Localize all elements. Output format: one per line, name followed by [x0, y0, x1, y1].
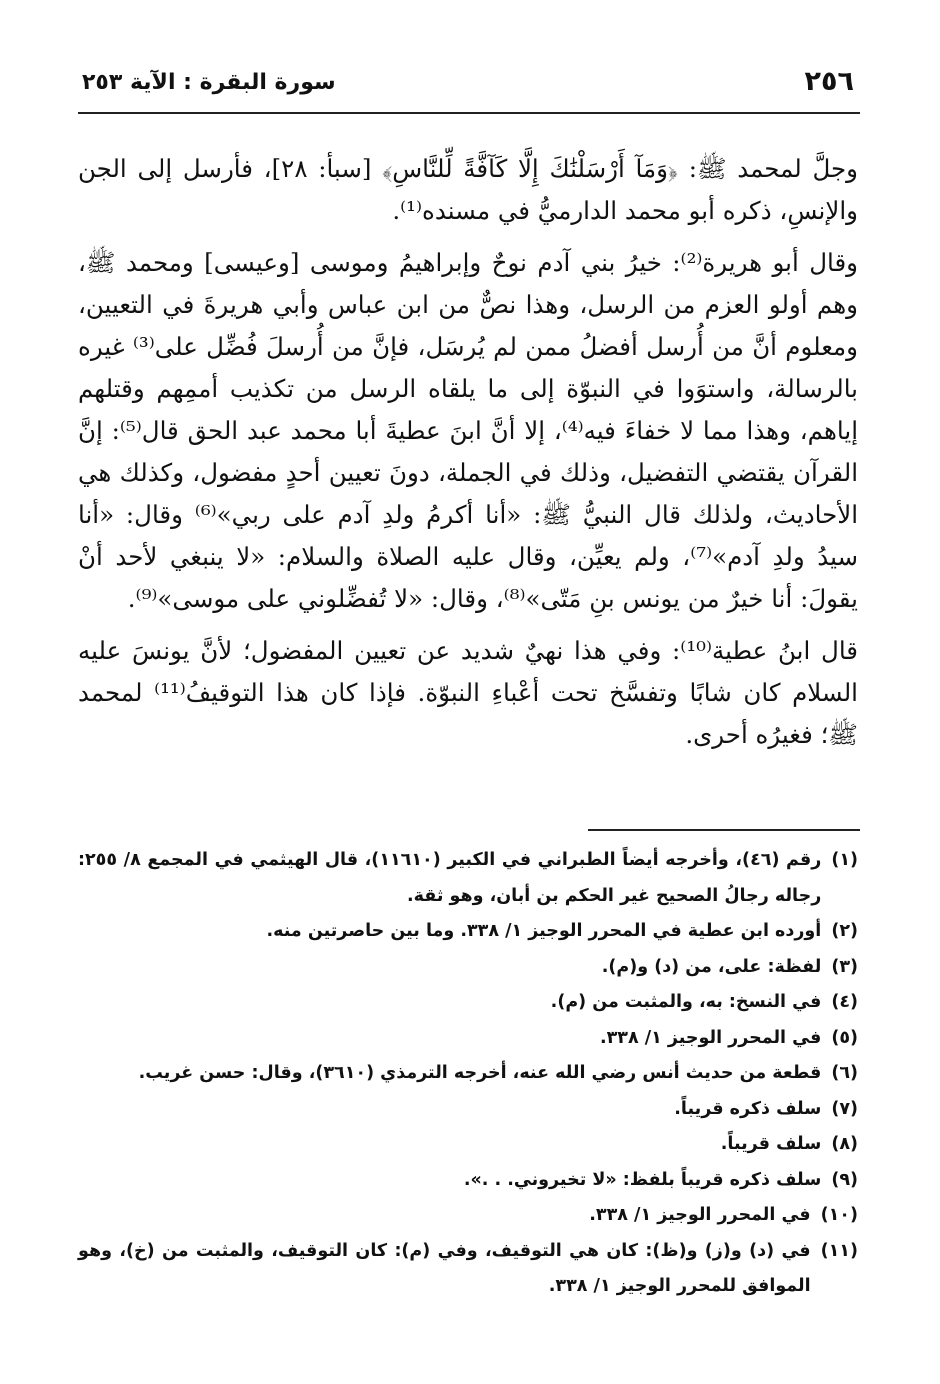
- footnote-4: [78, 985, 858, 1021]
- footnote-9: [78, 1163, 858, 1199]
- footnote-text: سلف ذكره قريباً بلفظ: «لا تخيروني. . .».: [463, 1169, 822, 1190]
- running-title: سورة البقرة : الآية ٢٥٣: [82, 70, 336, 95]
- footnote-number: (٧): [831, 1098, 858, 1119]
- footnote-separator: [588, 829, 860, 831]
- footnote-number: (٦): [831, 1063, 858, 1083]
- footnote-text: أورده ابن عطية في المحرر الوجيز ١/ ٣٣٨. وما بين حاصرتين منه.: [266, 921, 822, 941]
- footnote-number: (٤): [831, 992, 858, 1012]
- footnote-8: [78, 1127, 858, 1163]
- footnote-text: سلف قريباً.: [720, 1134, 822, 1154]
- footnote-text: في النسخ: به، والمثبت من (م).: [550, 992, 822, 1012]
- page-number: ٢٥٦: [804, 66, 854, 97]
- paragraph-3: قال ابنُ عطية⁽¹⁰⁾: وفي هذا نهيٌ شديد عن تعيين المفضول؛ لأنَّ يونسَ عليه السلام كان شابًا وتفسَّخ تحت أعْباءِ النبوّة. فإذا كان هذا التوقيفُ⁽¹¹⁾ لمحمد ﷺ؛ فغيرُه أحرى.: [78, 636, 858, 749]
- footnote-number: (٥): [831, 1027, 858, 1048]
- footnote-number: (١٠): [820, 1205, 858, 1225]
- footnote-3: [78, 950, 858, 986]
- paragraph-1: وجلَّ لمحمد ﷺ: ﴿وَمَآ أَرْسَلْنَٰكَ إِلَّا كَآفَّةً لِّلنَّاسِ﴾ [سبأ: ٢٨]، فأرسل إلى الجن والإنسِ، ذكره أبو محمد الدارميُّ في مسنده⁽¹⁾.: [78, 154, 858, 225]
- footnote-number: (٢): [831, 921, 858, 941]
- footnote-number: (٣): [831, 956, 858, 977]
- footnote-text: قطعة من حديث أنس رضي الله عنه، أخرجه الترمذي (٣٦١٠)، وقال: حسن غريب.: [138, 1063, 822, 1083]
- footnote-5: [78, 1021, 858, 1057]
- footnote-1: [78, 843, 858, 914]
- footnote-number: (٩): [831, 1169, 858, 1190]
- main-text: [78, 148, 858, 766]
- footnote-2: [78, 914, 858, 950]
- footnote-text: رقم (٤٦)، وأخرجه أيضاً الطبراني في الكبير (١١٦١٠)، قال الهيثمي في المجمع ٨/ ٢٥٥: رجاله رجالُ الصحيح غير الحكم بن أبان، وهو ثقة.: [78, 850, 822, 906]
- paragraph-2: وقال أبو هريرة⁽²⁾: خيرُ بني آدم نوحٌ وإبراهيمُ وموسى [وعيسى] ومحمد ﷺ، وهم أولو العزم من الرسل، وهذا نصٌّ من ابن عباس وأبي هريرةَ في التعيين، ومعلوم أنَّ من أُرسل أفضلُ ممن لم يُرسَل، فإنَّ من أُرسلَ فُضِّل على⁽³⁾ غيره بالرسالة، واستوَوا في النبوّة إلى ما يلقاه الرسل من تكذيب أممِهم وقتلهم إياهم، وهذا مما لا خفاءَ فيه⁽⁴⁾، إلا أنَّ ابنَ عطيةَ أبا محمد عبد الحق قال⁽⁵⁾: إنَّ القرآن يقتضي التفضيل، وذلك في الجملة، دونَ تعيين أحدٍ مفضول، وكذلك هي الأحاديث، ولذلك قال النبيُّ ﷺ: «أنا أكرمُ ولدِ آدم على ربي»⁽⁶⁾ وقال: «أنا سيدُ ولدِ آدم»⁽⁷⁾، ولم يعيِّن، وقال عليه الصلاة والسلام: «لا ينبغي لأحد أنْ يقولَ: أنا خيرٌ من يونس بنِ مَتّى»⁽⁸⁾، وقال: «لا تُفضِّلوني على موسى»⁽⁹⁾.: [78, 248, 859, 613]
- footnote-11: [78, 1234, 858, 1305]
- footnote-number: (١): [831, 850, 858, 870]
- footnote-text: في المحرر الوجيز ١/ ٣٣٨.: [589, 1205, 811, 1225]
- footnote-number: (٨): [831, 1134, 858, 1154]
- footnote-text: لفظة: على، من (د) و(م).: [601, 956, 822, 977]
- footnote-text: سلف ذكره قريباً.: [674, 1098, 822, 1119]
- footnote-6: [78, 1056, 858, 1092]
- footnote-10: [78, 1198, 858, 1234]
- footnote-text: في (د) و(ز) و(ظ): كان هي التوقيف، وفي (م): كان التوقيف، والمثبت من (خ)، وهو الموافق للمحرر الوجيز ١/ ٣٣٨.: [78, 1240, 811, 1296]
- footnote-7: [78, 1092, 858, 1128]
- page-header: [78, 62, 860, 114]
- footnotes: [78, 843, 858, 1305]
- footnote-text: في المحرر الوجيز ١/ ٣٣٨.: [599, 1027, 822, 1048]
- footnote-number: (١١): [820, 1240, 858, 1261]
